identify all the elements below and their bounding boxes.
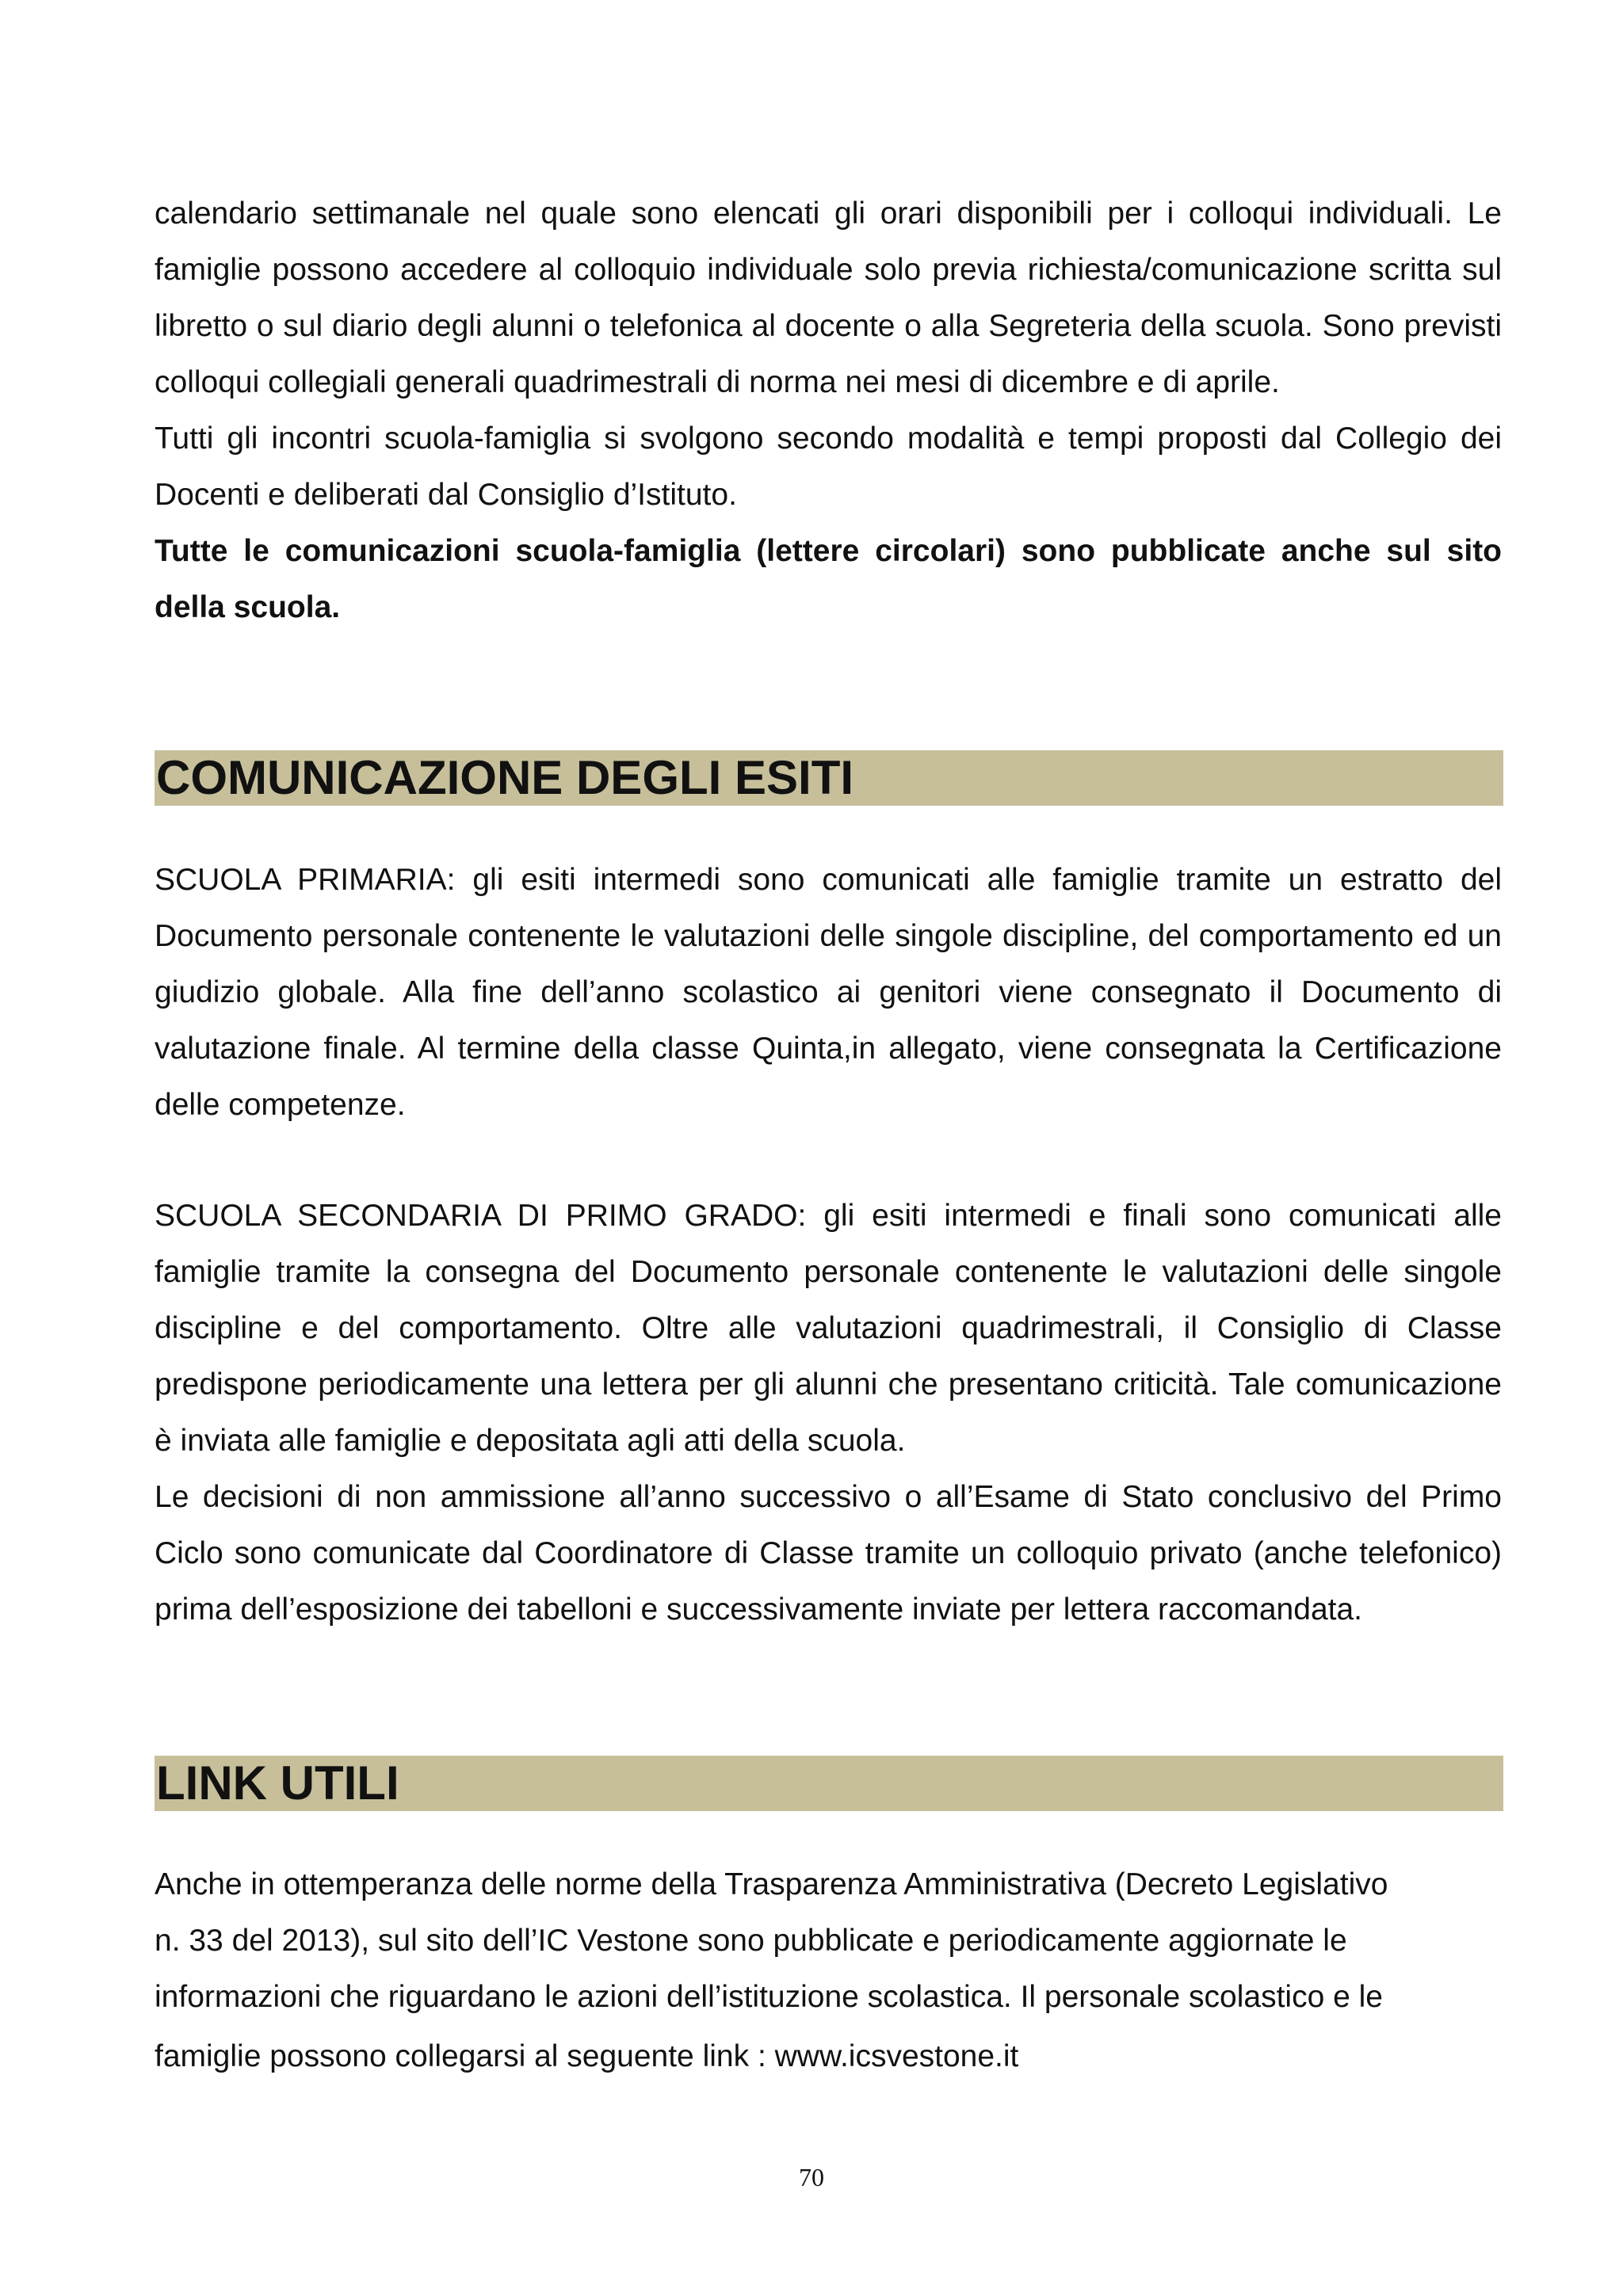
link-utili-line-2: n. 33 del 2013), sul sito dell’IC Vestone sono pubblicate e periodicamente aggiornate le: [155, 1924, 1347, 1958]
link-utili-line-4: famiglie possono collegarsi al seguente link : www.icsvestone.it: [155, 2039, 1019, 2073]
esiti-primaria-block: [155, 852, 1502, 1133]
intro-text-block: [155, 185, 1502, 635]
esiti-secondaria-paragraph: SCUOLA SECONDARIA DI PRIMO GRADO: gli esiti intermedi e finali sono comunicati alle famiglie tramite la consegna del Documento personale contenente le valutazioni delle singole discipline e del comportamento. Oltre alle valutazioni quadrimestrali, il Consiglio di Classe predispone periodicamente una lettera per gli alunni che presentano criticità. Tale comunicazione è inviata alle famiglie e depositata agli atti della scuola.: [155, 1199, 1502, 1458]
esiti-primaria-paragraph: SCUOLA PRIMARIA: gli esiti intermedi sono comunicati alle famiglie tramite un estratto del Documento personale contenente le valutazioni delle singole discipline, del comportamento ed un giudizio globale. Alla fine dell’anno scolastico ai genitori viene consegnato il Documento di valutazione finale. Al termine della classe Quinta,in allegato, viene consegnata la Certificazione delle competenze.: [155, 863, 1502, 1122]
intro-paragraph-incontri: Tutti gli incontri scuola-famiglia si svolgono secondo modalità e tempi proposti dal Collegio dei Docenti e deliberati dal Consiglio d’Istituto.: [155, 421, 1502, 512]
section-heading-esiti: COMUNICAZIONE DEGLI ESITI: [155, 750, 1503, 806]
link-utili-line-1: Anche in ottemperanza delle norme della Trasparenza Amministrativa (Decreto Legislativo: [155, 1867, 1388, 1901]
intro-paragraph-colloqui: calendario settimanale nel quale sono elencati gli orari disponibili per i colloqui individuali. Le famiglie possono accedere al colloquio individuale solo previa richiesta/comunicazione scritta sul libretto o sul diario degli alunni o telefonica al docente o alla Segreteria della scuola. Sono previsti colloqui collegiali generali quadrimestrali di norma nei mesi di dicembre e di aprile.: [155, 196, 1502, 399]
link-utili-block: [155, 1856, 1502, 2084]
esiti-decisioni-paragraph: Le decisioni di non ammissione all’anno successivo o all’Esame di Stato conclusivo del Primo Ciclo sono comunicate dal Coordinatore di Classe tramite un colloquio privato (anche telefonico) prima dell’esposizione dei tabelloni e successivamente inviate per lettera raccomandata.: [155, 1480, 1502, 1627]
intro-paragraph-comunicazioni: Tutte le comunicazioni scuola-famiglia (lettere circolari) sono pubblicate anche sul sito della scuola.: [155, 534, 1502, 624]
esiti-secondaria-block: [155, 1188, 1502, 1638]
section-heading-link-utili: LINK UTILI: [155, 1756, 1503, 1811]
link-utili-line-3: informazioni che riguardano le azioni dell’istituzione scolastica. Il personale scolastico e le: [155, 1980, 1383, 2014]
page-number: 70: [799, 2163, 824, 2191]
